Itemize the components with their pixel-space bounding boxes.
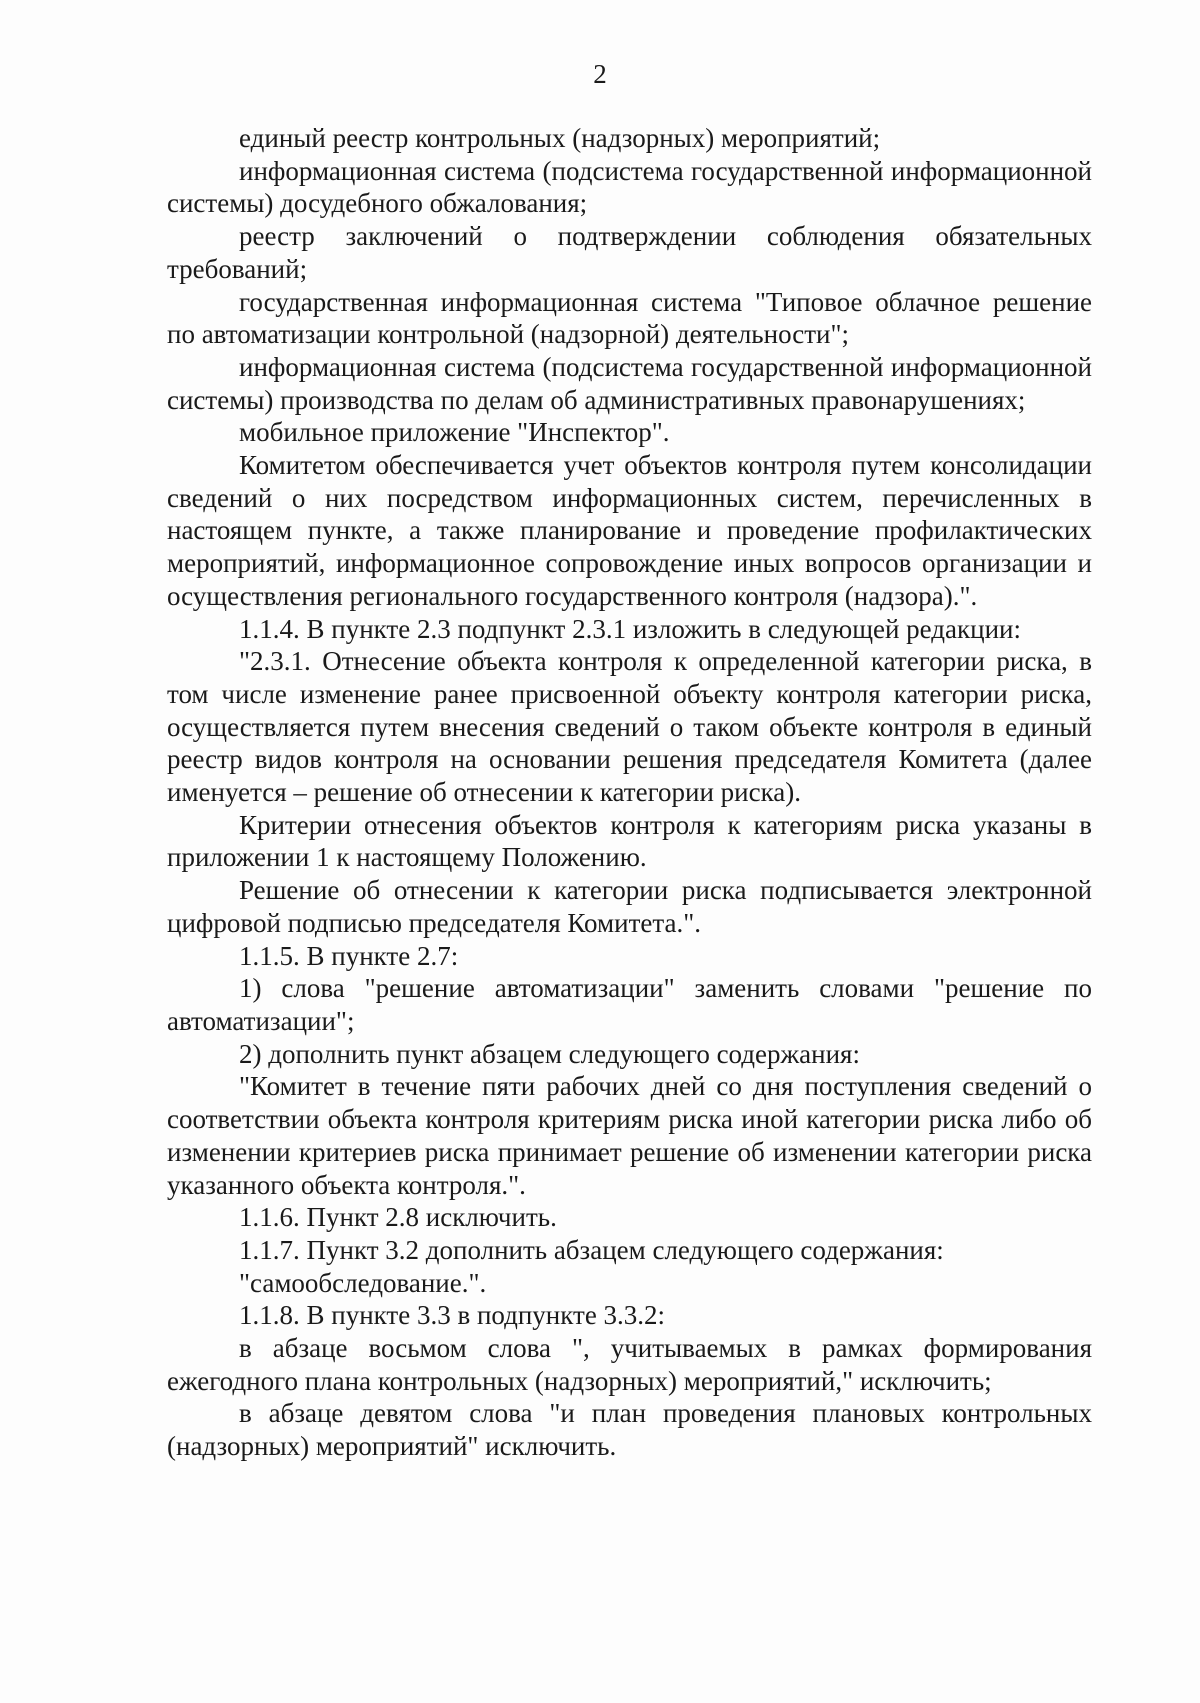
paragraph: Решение об отнесении к категории риска подписывается электронной цифровой подписью председателя Комитета.". <box>167 875 1092 938</box>
paragraph: 1.1.7. Пункт 3.2 дополнить абзацем следующего содержания: <box>239 1234 944 1265</box>
page-number: 2 <box>593 59 607 89</box>
paragraph: в абзаце девятом слова "и план проведения плановых контрольных (надзорных) мероприятий" исключить. <box>167 1398 1092 1462</box>
paragraph: информационная система (подсистема государственной информационной системы) производства по делам об административных правонарушениях; <box>167 351 1092 415</box>
paragraph: Комитетом обеспечивается учет объектов контроля путем консолидации сведений о них посредством информационных систем, перечисленных в настоящем пункте, а также планирование и проведение профилактических мероприятий, информационное сопровождение иных вопросов организации и осуществления регионального государственного контроля (надзора).". <box>167 450 1092 611</box>
paragraph: 1.1.4. В пункте 2.3 подпункт 2.3.1 изложить в следующей редакции: <box>239 613 1021 644</box>
paragraph: в абзаце восьмом слова ", учитываемых в рамках формирования ежегодного плана контрольных (надзорных) мероприятий," исключить; <box>167 1333 1092 1396</box>
paragraph: единый реестр контрольных (надзорных) мероприятий; <box>239 123 881 153</box>
paragraph: "2.3.1. Отнесение объекта контроля к определенной категории риска, в том числе изменение ранее присвоенной объекту контроля категории риска, осуществляется путем внесения сведений о таком объекте контроля в единый реестр видов контроля на основании решения председателя Комитета (далее именуется – решение об отнесении к категории риска). <box>167 646 1092 808</box>
document-body <box>167 122 1092 1463</box>
paragraph: Критерии отнесения объектов контроля к категориям риска указаны в приложении 1 к настоящему Положению. <box>167 809 1092 873</box>
paragraph: 1.1.6. Пункт 2.8 исключить. <box>239 1202 557 1233</box>
paragraph: 1.1.8. В пункте 3.3 в подпункте 3.3.2: <box>239 1300 666 1331</box>
paragraph: информационная система (подсистема государственной информационной системы) досудебного обжалования; <box>167 155 1092 219</box>
paragraph: "самообследование.". <box>239 1267 487 1298</box>
paragraph: "Комитет в течение пяти рабочих дней со дня поступления сведений о соответствии объекта контроля критериям риска иной категории риска либо об изменении критериев риска принимает решение об изменении категории риска указанного объекта контроля.". <box>167 1071 1092 1200</box>
paragraph: 2) дополнить пункт абзацем следующего содержания: <box>239 1038 860 1069</box>
paragraph: реестр заключений о подтверждении соблюдения обязательных требований; <box>167 221 1092 284</box>
paragraph: 1.1.5. В пункте 2.7: <box>239 940 459 971</box>
paragraph: 1) слова "решение автоматизации" заменить словами "решение по автоматизации"; <box>167 973 1092 1036</box>
paragraph: мобильное приложение "Инспектор". <box>239 417 670 448</box>
paragraph: государственная информационная система "Типовое облачное решение по автоматизации контрольной (надзорной) деятельности"; <box>167 286 1092 350</box>
